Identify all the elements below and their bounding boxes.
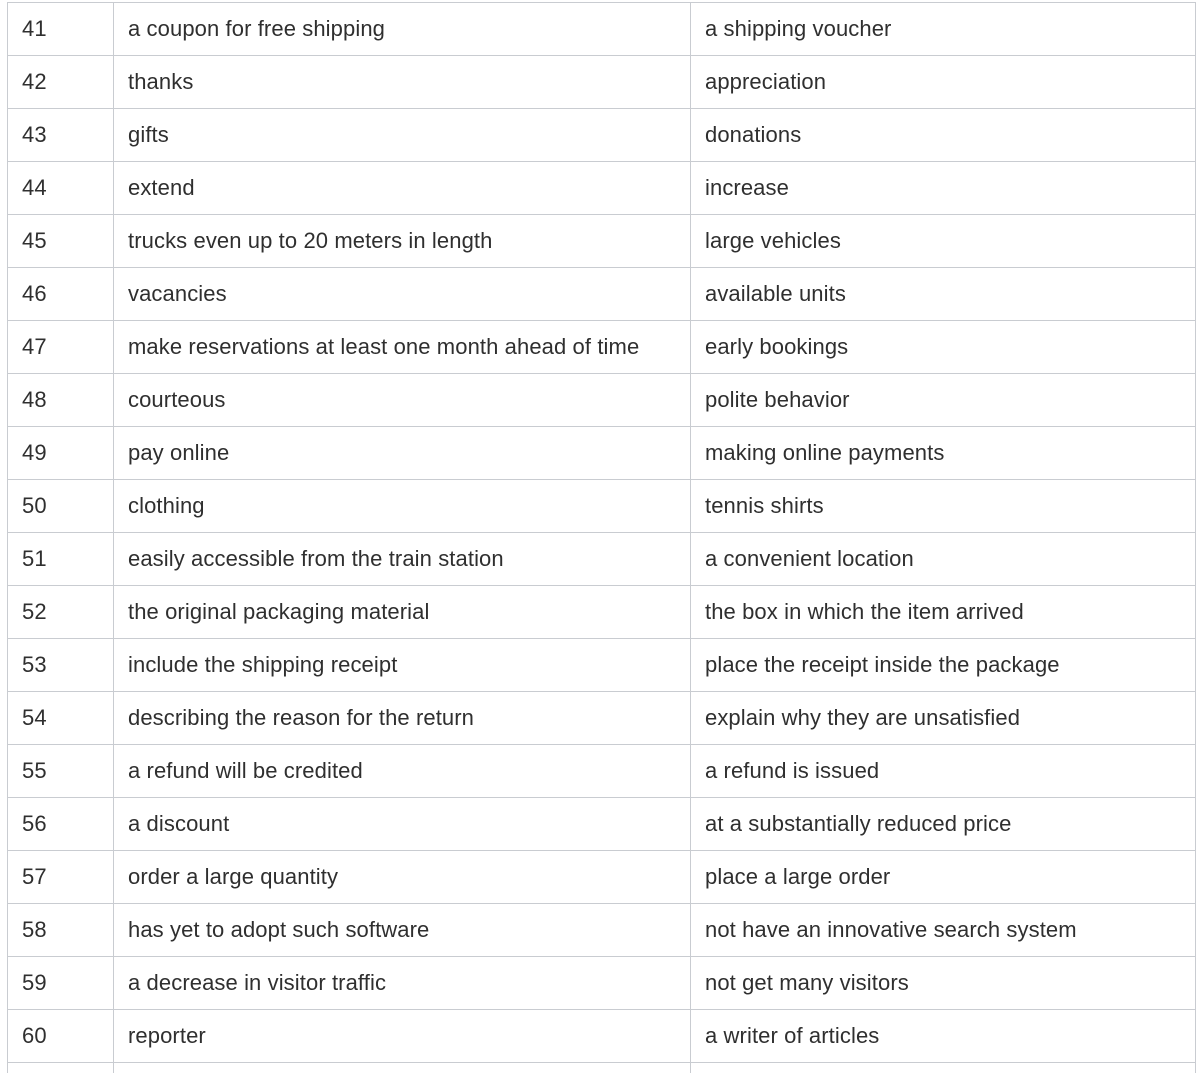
paraphrase-cell: at a substantially reduced price bbox=[691, 798, 1196, 851]
table-row bbox=[8, 533, 1196, 586]
paraphrase-cell: making online payments bbox=[691, 427, 1196, 480]
original-phrase-cell: a discount bbox=[114, 798, 691, 851]
paraphrase-cell: a writer of articles bbox=[691, 1010, 1196, 1063]
row-number-cell: 58 bbox=[8, 904, 114, 957]
row-number-cell: 41 bbox=[8, 3, 114, 56]
original-phrase-cell: reporter bbox=[114, 1010, 691, 1063]
original-phrase-cell: trucks even up to 20 meters in length bbox=[114, 215, 691, 268]
paraphrase-cell: tennis shirts bbox=[691, 480, 1196, 533]
row-number-cell: 57 bbox=[8, 851, 114, 904]
paraphrase-cell: appreciation bbox=[691, 56, 1196, 109]
row-number-cell: 55 bbox=[8, 745, 114, 798]
row-number-cell: 60 bbox=[8, 1010, 114, 1063]
empty-cell bbox=[8, 1063, 114, 1073]
row-number-cell: 46 bbox=[8, 268, 114, 321]
table-row bbox=[8, 268, 1196, 321]
row-number-cell: 52 bbox=[8, 586, 114, 639]
row-number-cell: 45 bbox=[8, 215, 114, 268]
paraphrase-cell: place the receipt inside the package bbox=[691, 639, 1196, 692]
paraphrase-cell: a shipping voucher bbox=[691, 3, 1196, 56]
table-row bbox=[8, 162, 1196, 215]
paraphrase-table bbox=[7, 2, 1196, 1073]
row-number-cell: 54 bbox=[8, 692, 114, 745]
empty-cell bbox=[114, 1063, 691, 1073]
row-number-cell: 49 bbox=[8, 427, 114, 480]
row-number-cell: 47 bbox=[8, 321, 114, 374]
table-row bbox=[8, 851, 1196, 904]
row-number-cell: 59 bbox=[8, 957, 114, 1010]
original-phrase-cell: describing the reason for the return bbox=[114, 692, 691, 745]
paraphrase-cell: a refund is issued bbox=[691, 745, 1196, 798]
paraphrase-cell: explain why they are unsatisfied bbox=[691, 692, 1196, 745]
original-phrase-cell: easily accessible from the train station bbox=[114, 533, 691, 586]
table-row bbox=[8, 56, 1196, 109]
original-phrase-cell: a coupon for free shipping bbox=[114, 3, 691, 56]
table-row bbox=[8, 692, 1196, 745]
row-number-cell: 53 bbox=[8, 639, 114, 692]
original-phrase-cell: make reservations at least one month ahead of time bbox=[114, 321, 691, 374]
original-phrase-cell: vacancies bbox=[114, 268, 691, 321]
original-phrase-cell: has yet to adopt such software bbox=[114, 904, 691, 957]
table-row bbox=[8, 480, 1196, 533]
table-row bbox=[8, 904, 1196, 957]
paraphrase-cell: not get many visitors bbox=[691, 957, 1196, 1010]
table-row bbox=[8, 1010, 1196, 1063]
empty-cell bbox=[691, 1063, 1196, 1073]
paraphrase-cell: the box in which the item arrived bbox=[691, 586, 1196, 639]
original-phrase-cell: clothing bbox=[114, 480, 691, 533]
original-phrase-cell: thanks bbox=[114, 56, 691, 109]
original-phrase-cell: gifts bbox=[114, 109, 691, 162]
paraphrase-cell: increase bbox=[691, 162, 1196, 215]
paraphrase-cell: not have an innovative search system bbox=[691, 904, 1196, 957]
row-number-cell: 50 bbox=[8, 480, 114, 533]
paraphrase-cell: polite behavior bbox=[691, 374, 1196, 427]
row-number-cell: 56 bbox=[8, 798, 114, 851]
original-phrase-cell: pay online bbox=[114, 427, 691, 480]
paraphrase-cell: available units bbox=[691, 268, 1196, 321]
table-row bbox=[8, 745, 1196, 798]
row-number-cell: 42 bbox=[8, 56, 114, 109]
table-row bbox=[8, 798, 1196, 851]
original-phrase-cell: courteous bbox=[114, 374, 691, 427]
table-row bbox=[8, 215, 1196, 268]
original-phrase-cell: extend bbox=[114, 162, 691, 215]
paraphrase-table-body bbox=[8, 3, 1196, 1073]
paraphrase-table-container bbox=[7, 2, 1195, 1073]
paraphrase-cell: a convenient location bbox=[691, 533, 1196, 586]
table-row bbox=[8, 957, 1196, 1010]
row-number-cell: 43 bbox=[8, 109, 114, 162]
original-phrase-cell: include the shipping receipt bbox=[114, 639, 691, 692]
table-row bbox=[8, 3, 1196, 56]
table-row bbox=[8, 374, 1196, 427]
original-phrase-cell: a decrease in visitor traffic bbox=[114, 957, 691, 1010]
table-row bbox=[8, 321, 1196, 374]
table-row bbox=[8, 639, 1196, 692]
original-phrase-cell: the original packaging material bbox=[114, 586, 691, 639]
paraphrase-cell: donations bbox=[691, 109, 1196, 162]
table-row bbox=[8, 586, 1196, 639]
table-row-cutoff bbox=[8, 1063, 1196, 1073]
table-row bbox=[8, 109, 1196, 162]
table-row bbox=[8, 427, 1196, 480]
original-phrase-cell: a refund will be credited bbox=[114, 745, 691, 798]
paraphrase-cell: large vehicles bbox=[691, 215, 1196, 268]
original-phrase-cell: order a large quantity bbox=[114, 851, 691, 904]
paraphrase-cell: early bookings bbox=[691, 321, 1196, 374]
row-number-cell: 44 bbox=[8, 162, 114, 215]
row-number-cell: 48 bbox=[8, 374, 114, 427]
row-number-cell: 51 bbox=[8, 533, 114, 586]
paraphrase-cell: place a large order bbox=[691, 851, 1196, 904]
